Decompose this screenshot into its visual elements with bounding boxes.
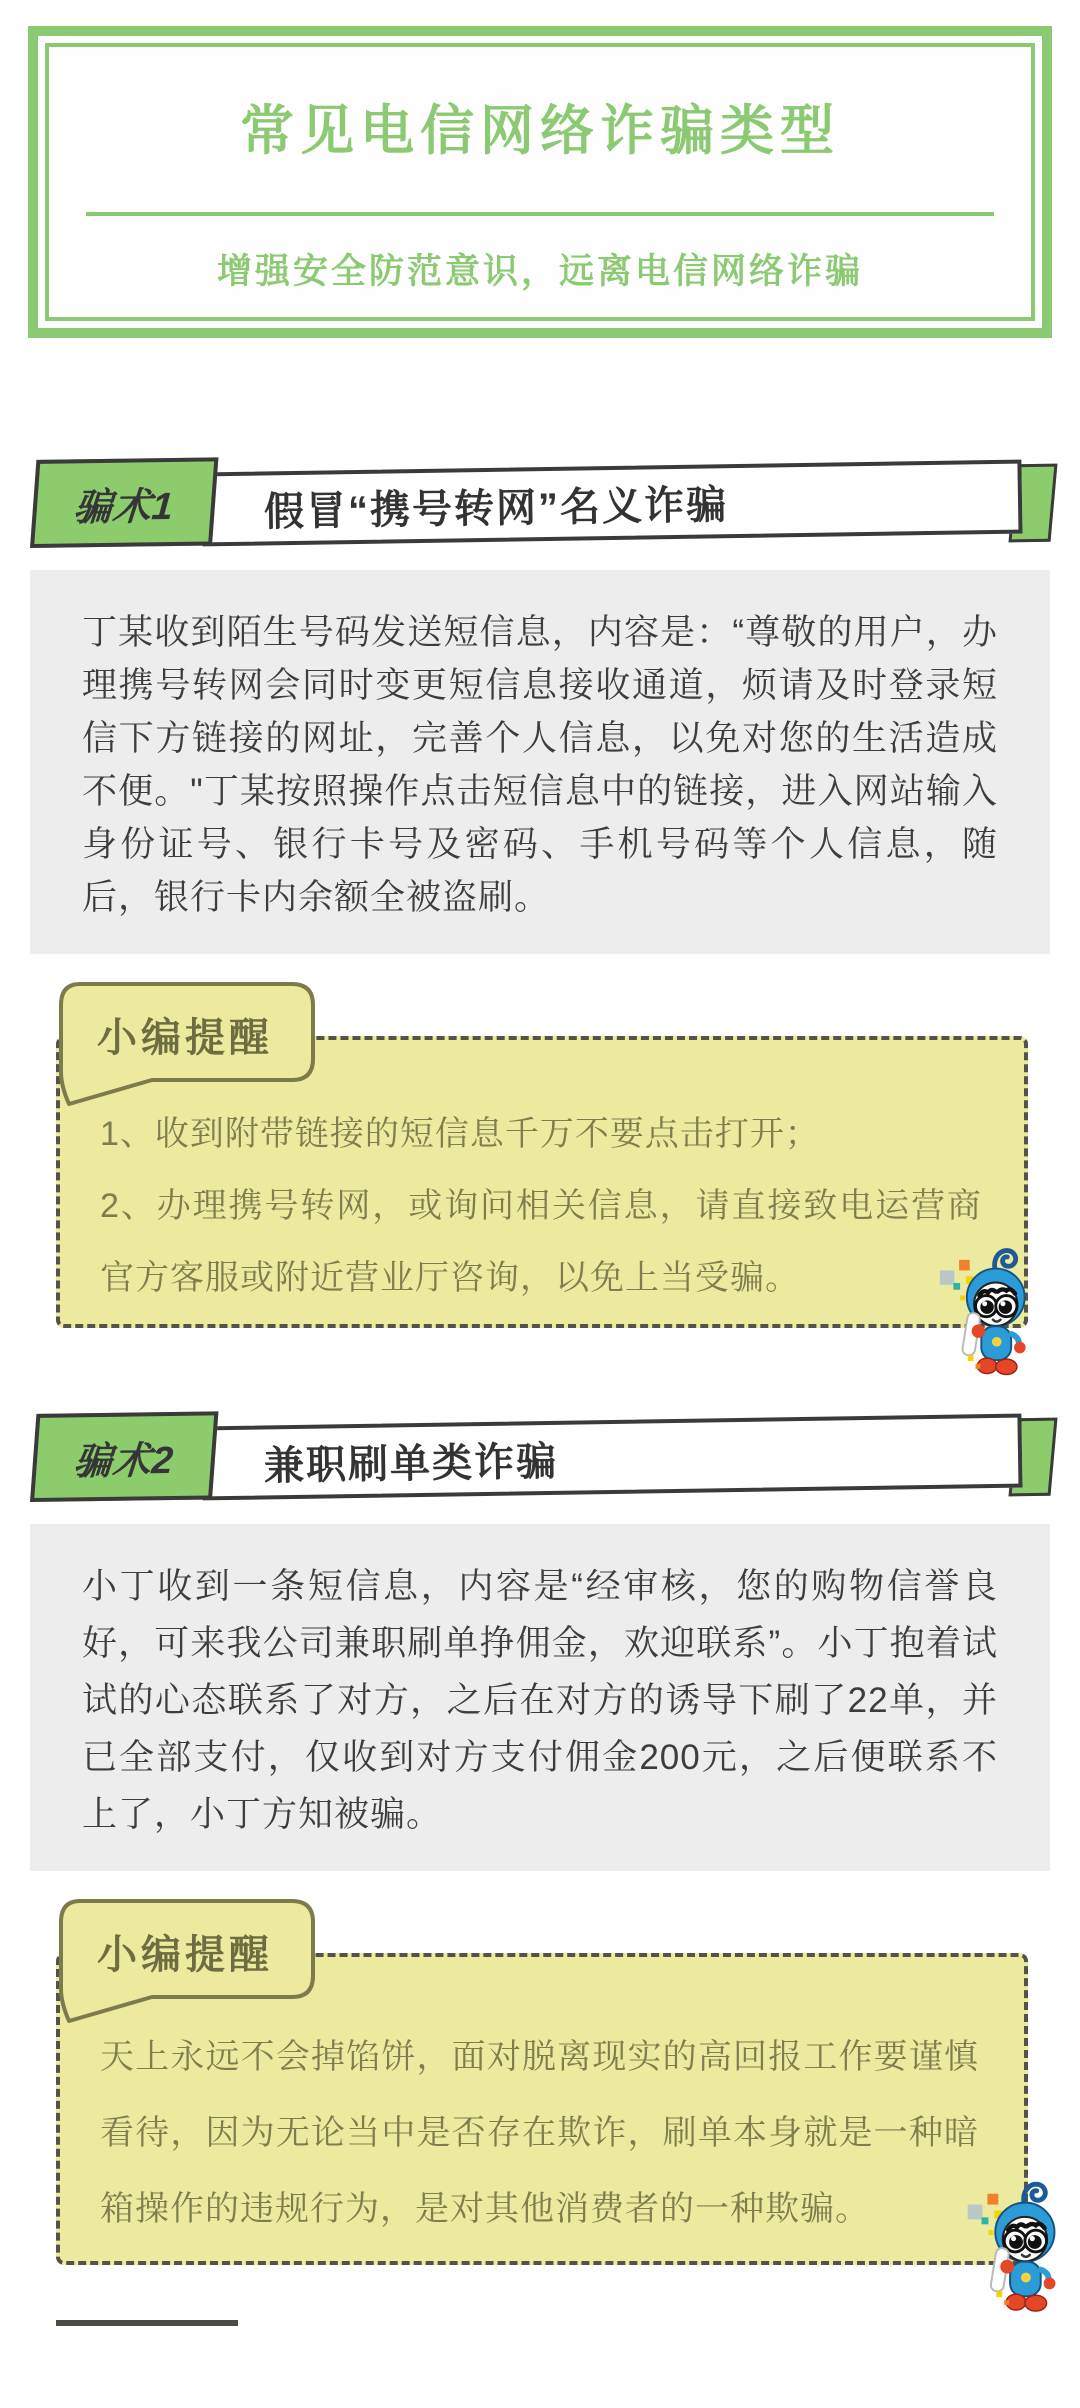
- reminder-1-label: 小编提醒: [97, 1016, 273, 1060]
- mascot-character: [936, 1240, 1042, 1378]
- next-section-peek: [56, 2320, 238, 2326]
- reminder-2-tab: [56, 1897, 321, 2025]
- section-2-header: [30, 1414, 1050, 1502]
- page-title: 常见电信网络诈骗类型: [240, 101, 840, 161]
- reminder-2-label: 小编提醒: [97, 1933, 273, 1977]
- section-2-reminder: [56, 1897, 1028, 2265]
- reminder-1-line-2: 2、办理携号转网，或询问相关信息，请直接致电运营商官方客服或附近营业厅咨询，以免上当受骗。: [100, 1187, 982, 1297]
- page-subtitle: 增强安全防范意识，远离电信网络诈骗: [216, 252, 863, 291]
- section-1-reminder: [56, 980, 1028, 1328]
- section-1-story: 丁某收到陌生号码发送短信息，内容是：“尊敬的用户，办理携号转网会同时变更短信息接收通道，烦请及时登录短信下方链接的网址，完善个人信息，以免对您的生活造成不便。"丁某按照操作点击短信息中的链接，进入网站输入身份证号、银行卡号及密码、手机号码等个人信息，随后，银行卡内余额全被盗刷。: [30, 570, 1050, 954]
- section-1-badge: [30, 457, 218, 548]
- mascot-character: [960, 2175, 1076, 2313]
- section-1-header: [30, 460, 1050, 548]
- header-divider: [86, 212, 994, 216]
- section-1-title: 假冒“携号转网”名义诈骗: [263, 482, 729, 534]
- section-2-badge: [30, 1411, 218, 1502]
- section-2-title-bar: [201, 1414, 1022, 1501]
- section-2-story: 小丁收到一条短信息，内容是“经审核，您的购物信誉良好，可来我公司兼职刷单挣佣金，欢迎联系”。小丁抱着试试的心态联系了对方，之后在对方的诱导下刷了22单，并已全部支付，仅收到对方支付佣金200元，之后便联系不上了，小丁方知被骗。: [30, 1524, 1050, 1871]
- reminder-1-line-1: 1、收到附带链接的短信息千万不要点击打开；: [100, 1115, 820, 1153]
- section-1-badge-label: 骗术1: [72, 485, 176, 529]
- section-2-badge-label: 骗术2: [72, 1439, 176, 1483]
- header-frame: [28, 26, 1052, 338]
- reminder-1-tab: [56, 980, 321, 1108]
- section-1-title-bar: [201, 460, 1022, 547]
- section-2-title: 兼职刷单类诈骗: [263, 1439, 559, 1488]
- reminder-2-line-1: 天上永远不会掉馅饼，面对脱离现实的高回报工作要谨慎看待，因为无论当中是否存在欺诈，刷单本身就是一种暗箱操作的违规行为，是对其他消费者的一种欺骗。: [100, 2038, 979, 2228]
